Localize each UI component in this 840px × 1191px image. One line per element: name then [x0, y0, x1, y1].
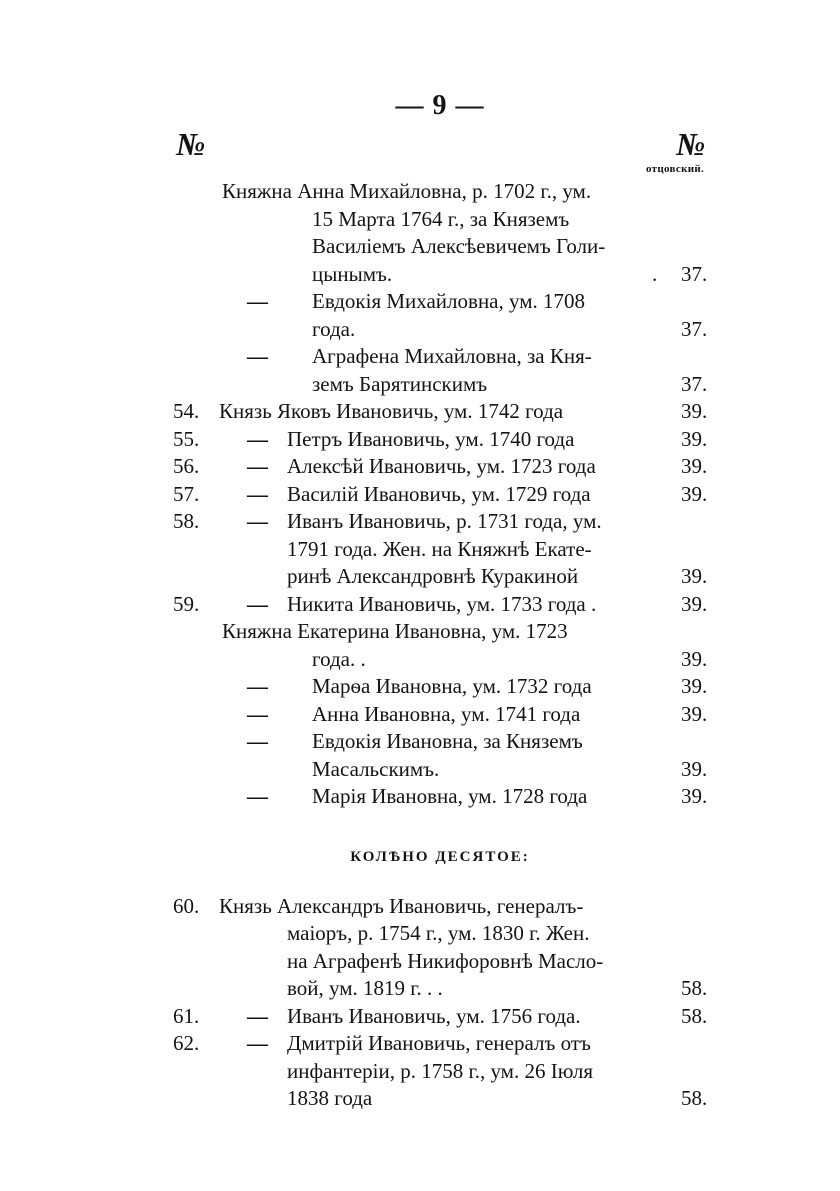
entry-line: Василіемъ Алексѣевичемъ Голи-	[312, 234, 606, 258]
column-caption-paternal: отцовский.	[646, 163, 705, 175]
paternal-ref: 39.	[681, 426, 708, 451]
entry-line: ринѣ Александровнѣ Куракиной	[287, 564, 579, 588]
entry-line: Дмитрій Ивановичь, генералъ отъ	[287, 1031, 591, 1055]
entry	[0, 1030, 840, 1113]
paternal-ref: 39.	[681, 701, 708, 726]
entry	[0, 343, 840, 398]
entry	[0, 893, 840, 1003]
entry	[0, 618, 840, 673]
entry-line: 1791 года. Жен. на Княжнѣ Екате-	[287, 536, 592, 561]
entry-line: Князь Александръ Ивановичь, генералъ-	[219, 893, 584, 918]
paternal-ref: 39.	[681, 646, 708, 671]
paternal-ref: 39.	[681, 454, 708, 478]
entry-number: 61.	[173, 1003, 200, 1028]
ditto-dash: —	[247, 1003, 268, 1028]
entry-line: Никита Ивановичь, ум. 1733 года .	[287, 591, 597, 616]
entry-line: года.	[312, 316, 356, 341]
entry	[0, 398, 840, 426]
entry-line: Евдокія Михайловна, ум. 1708	[312, 289, 586, 313]
entry	[0, 288, 840, 343]
entry	[0, 481, 840, 509]
entry-line: инфантеріи, р. 1758 г., ум. 26 Іюля	[287, 1058, 594, 1083]
ditto-dash: —	[247, 674, 268, 698]
entry-line: цынымъ.	[312, 261, 393, 286]
entry	[0, 508, 840, 591]
entry-line: года. .	[312, 646, 366, 671]
entry-line: Княжна Екатерина Ивановна, ум. 1723	[222, 619, 568, 643]
paternal-ref: 39.	[681, 784, 708, 808]
ditto-dash: —	[247, 481, 268, 506]
ditto-dash: —	[247, 701, 268, 726]
entry	[0, 728, 840, 783]
entry	[0, 701, 840, 729]
numero-sign-right: №	[676, 126, 706, 162]
entry	[0, 453, 840, 481]
entry-line: Евдокія Ивановна, за Княземъ	[312, 729, 583, 753]
paternal-ref: 39.	[681, 591, 708, 616]
entry-line: Василій Ивановичь, ум. 1729 года	[287, 481, 591, 506]
entry-line: 1838 года	[287, 1086, 373, 1110]
ditto-dash: —	[247, 729, 268, 753]
entry-number: 60.	[173, 893, 200, 918]
entry-number: 55.	[173, 426, 200, 451]
entry-line: Иванъ Ивановичь, ум. 1756 года.	[287, 1003, 581, 1028]
entry-line: земъ Барятинскимъ	[312, 371, 488, 396]
paternal-ref: 39.	[681, 399, 708, 423]
ditto-dash: —	[247, 289, 268, 313]
numero-sign-left: №	[176, 126, 206, 162]
entry-line: вой, ум. 1819 г. . .	[287, 976, 443, 1000]
ditto-dash: —	[247, 426, 268, 451]
entry-line: Князь Яковъ Ивановичь, ум. 1742 года	[219, 399, 564, 423]
entry-line: Масальскимъ.	[312, 756, 440, 781]
entry-line: 15 Марта 1764 г., за Княземъ	[312, 206, 570, 231]
paternal-ref: 39.	[681, 674, 708, 698]
entry-line: Марѳа Ивановна, ум. 1732 года	[312, 674, 592, 698]
ditto-dash: —	[247, 784, 268, 808]
entry-line: Аграфена Михайловна, за Кня-	[312, 344, 592, 368]
paternal-ref: 39.	[681, 481, 708, 506]
genealogy-list	[0, 178, 840, 1113]
entry-line: на Аграфенѣ Никифоровнѣ Масло-	[287, 948, 604, 973]
paternal-ref: 58.	[681, 1003, 708, 1028]
paternal-ref: 39.	[681, 564, 708, 588]
entry-number: 56.	[173, 454, 200, 478]
paternal-ref: 37.	[681, 261, 708, 286]
entry	[0, 673, 840, 701]
page-number: — 9 —	[395, 90, 485, 121]
entry: Княжна Анна Михайловна, р. 1702 г., ум. 15 Марта 1764 г., за Княземъ Василіемъ Алексѣевичемъ Голи- цынымъ. . 37.	[0, 178, 840, 288]
entry-line: Анна Ивановна, ум. 1741 года	[312, 701, 581, 726]
paternal-ref: 37.	[681, 316, 708, 341]
ditto-dash: —	[247, 1031, 268, 1055]
entry	[0, 591, 840, 619]
entry-line: Марія Ивановна, ум. 1728 года	[312, 784, 588, 808]
paternal-ref: 39.	[681, 756, 708, 781]
ditto-dash: —	[247, 509, 268, 533]
entry	[0, 426, 840, 454]
entry-line: маіоръ, р. 1754 г., ум. 1830 г. Жен.	[287, 921, 590, 945]
entry	[0, 1003, 840, 1031]
ditto-dash: —	[247, 344, 268, 368]
ditto-dash: —	[247, 454, 268, 478]
entry-number: 54.	[173, 399, 200, 423]
paternal-ref: 58.	[681, 1086, 708, 1110]
entry-line: Алексѣй Ивановичь, ум. 1723 года	[287, 454, 596, 478]
entry	[0, 783, 840, 811]
entry-number: 58.	[173, 509, 200, 533]
entry-number: 57.	[173, 481, 200, 506]
ditto-dash: —	[247, 591, 268, 616]
entry-line: Петръ Ивановичь, ум. 1740 года	[287, 426, 575, 451]
entry-line: Княжна Анна Михайловна, р. 1702 г., ум.	[222, 179, 592, 203]
entry-number: 62.	[173, 1031, 200, 1055]
paternal-ref: 37.	[681, 371, 708, 396]
entry-line: Иванъ Ивановичь, р. 1731 года, ум.	[287, 509, 602, 533]
paternal-ref: 58.	[681, 976, 708, 1000]
entry-number: 59.	[173, 591, 200, 616]
generation-heading: КОЛѢНО ДЕСЯТОЕ:	[350, 848, 530, 865]
